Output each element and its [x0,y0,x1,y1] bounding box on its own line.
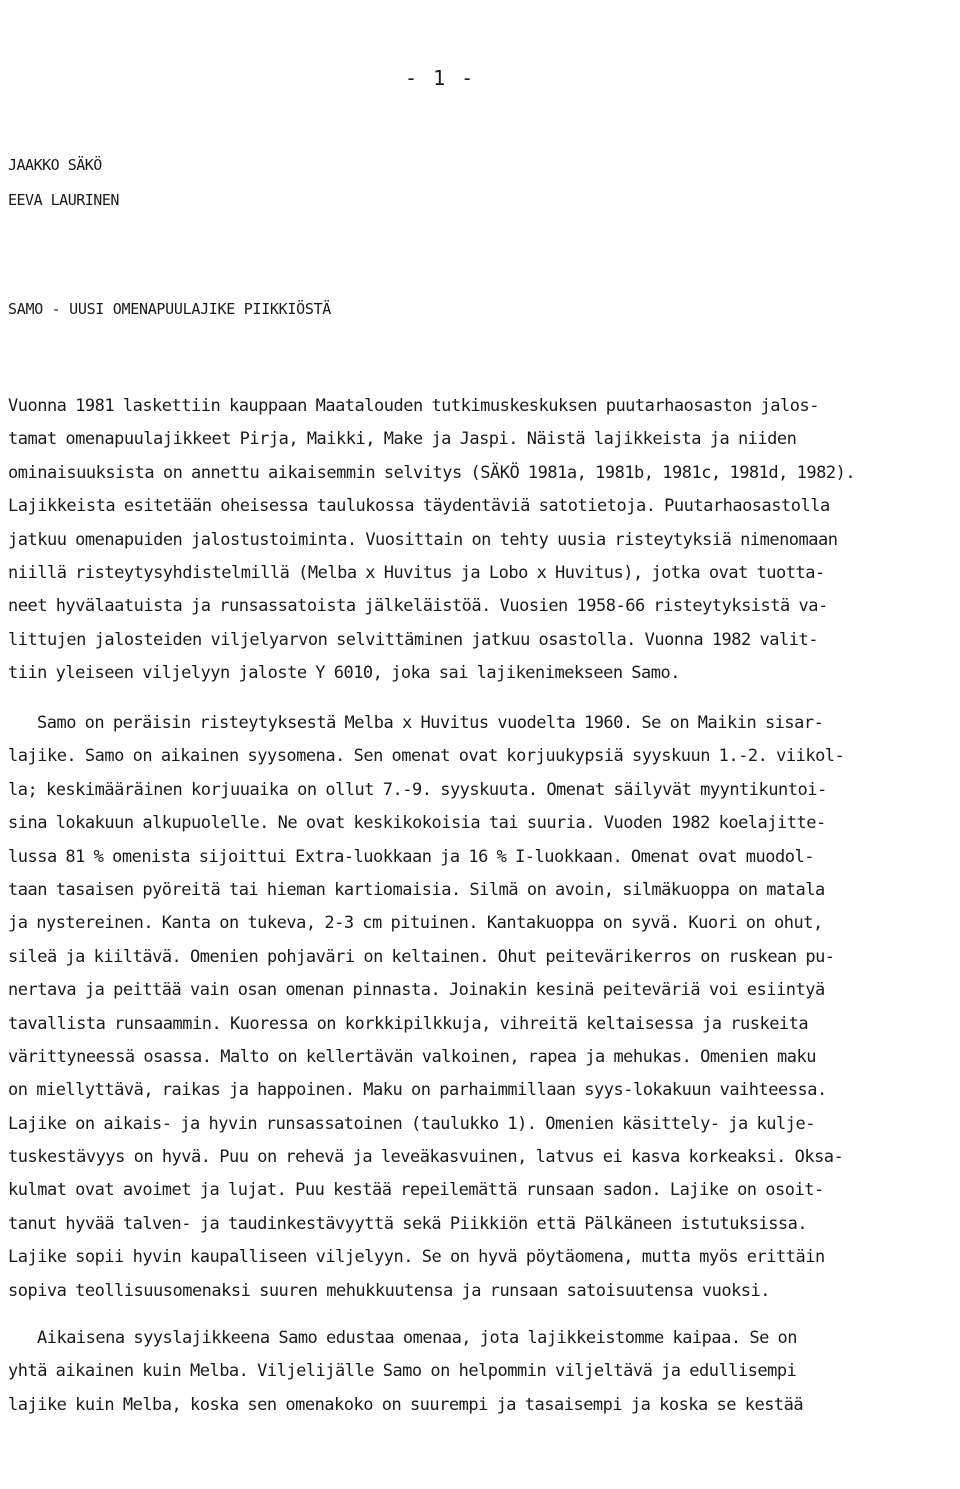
text-line: tavallista runsaammin. Kuoressa on korkkipilkkuja, vihreitä keltaisessa ja ruskeita [8,1013,809,1034]
text-line: jatkuu omenapuiden jalostustoiminta. Vuosittain on tehty uusia risteytyksiä nimenomaan [8,529,838,550]
text-line: Vuonna 1981 laskettiin kauppaan Maatalouden tutkimuskeskuksen puutarhaosaston jalos- [8,396,819,416]
text-line: Lajike sopii hyvin kaupalliseen viljelyyn. Se on hyvä pöytäomena, mutta myös erittäin [8,1247,825,1268]
text-line: ominaisuuksista on annettu aikaisemmin selvitys (SÄKÖ 1981a, 1981b, 1981c, 1981d, 1982). [8,462,856,483]
text-line: värittyneessä osassa. Malto on kellertävän valkoinen, rapea ja mehukas. Omenien maku [8,1046,816,1067]
text-line: lussa 81 % omenista sijoittui Extra-luokkaan ja 16 % I-luokkaan. Omenat ovat muodol- [8,846,814,867]
text-line: yhtä aikainen kuin Melba. Viljelijälle Samo on helpommin viljeltävä ja edullisempi [8,1361,797,1382]
text-line: sileä ja kiiltävä. Omenien pohjaväri on keltainen. Ohut peitevärikerros on ruskean pu- [8,946,835,967]
author-name: JAAKKO SÄKÖ [8,156,102,174]
text-line: on miellyttävä, raikas ja happoinen. Maku on parhaimmillaan syys-lokakuun vaihteessa. [8,1080,827,1101]
paragraph-2 [8,707,956,1308]
text-line: ja nystereinen. Kanta on tukeva, 2-3 cm pituinen. Kantakuoppa on syvä. Kuori on ohut, [8,913,823,934]
text-line: Lajikkeista esitetään oheisessa taulukossa täydentäviä satotietoja. Puutarhaosastolla [8,496,830,517]
text-line: taan tasaisen pyöreitä tai hieman kartiomaisia. Silmä on avoin, silmäkuoppa on matala [8,879,825,900]
text-line: lajike kuin Melba, koska sen omenakoko on suurempi ja tasaisempi ja koska se kestää [8,1394,804,1415]
text-line: nertava ja peittää vain osan omenan pinnasta. Joinakin kesinä peiteväriä voi esiintyä [8,980,825,1001]
text-line: tamat omenapuulajikkeet Pirja, Maikki, Make ja Jaspi. Näistä lajikkeista ja niiden [8,429,797,450]
text-line: sina lokakuun alkupuolelle. Ne ovat keskikokoisia tai suuria. Vuoden 1982 koelajitte- [8,813,826,834]
text-line: sopiva teollisuusomenaksi suuren mehukkuutensa ja runsaan satoisuutensa vuoksi. [8,1280,771,1301]
text-line: Lajike on aikais- ja hyvin runsassatoinen (taulukko 1). Omenien käsittely- ja kulje- [8,1113,815,1134]
text-line: tuskestävyys on hyvä. Puu on rehevä ja leveäkasvuinen, latvus ei kasva korkeaksi. Oksa- [8,1147,844,1168]
author-list [8,148,119,218]
text-line: niillä risteytysyhdistelmillä (Melba x Huvitus ja Lobo x Huvitus), jotka ovat tuotta- [8,562,825,583]
text-line: la; keskimääräinen korjuuaika on ollut 7.-9. syyskuuta. Omenat säilyvät myyntikuntoi- [8,779,827,800]
text-line: tanut hyvää talven- ja taudinkestävyyttä sekä Piikkiön että Pälkäneen istutuksissa. [8,1213,808,1234]
text-line: lajike. Samo on aikainen syysomena. Sen omenat ovat korjuukypsiä syyskuun 1.-2. viikol- [8,746,845,767]
text-line: tiin yleiseen viljelyyn jaloste Y 6010, joka sai lajikenimekseen Samo. [8,663,680,684]
article-title: SAMO - UUSI OMENAPUULAJIKE PIIKKIÖSTÄ [8,300,332,318]
text-line: neet hyvälaatuista ja runsassatoista jälkeläistöä. Vuosien 1958-66 risteytyksistä va- [8,596,828,617]
text-line: Aikaisena syyslajikkeena Samo edustaa omenaa, jota lajikkeistomme kaipaa. Se on [37,1328,798,1348]
page-number: - 1 - [405,66,476,90]
text-line: kulmat ovat avoimet ja lujat. Puu kestää repeilemättä runsaan sadon. Lajike on osoit- [8,1180,824,1201]
paragraph-1 [8,390,956,691]
paragraph-3 [8,1322,956,1422]
author-name: EEVA LAURINEN [8,191,119,209]
text-line: littujen jalosteiden viljelyarvon selvittäminen jatkuu osastolla. Vuonna 1982 valit- [8,629,818,650]
text-line: Samo on peräisin risteytyksestä Melba x Huvitus vuodelta 1960. Se on Maikin sisar- [37,713,824,733]
